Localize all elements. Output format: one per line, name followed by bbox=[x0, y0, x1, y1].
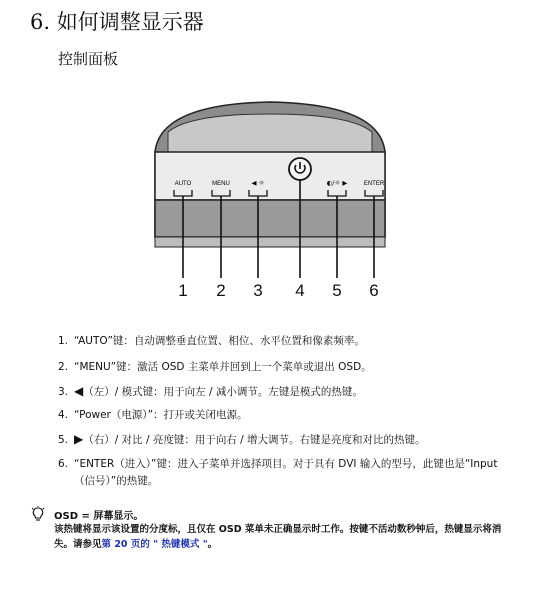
list-item bbox=[58, 431, 498, 449]
bezel-bottom bbox=[155, 200, 385, 237]
note-body bbox=[54, 522, 519, 552]
item-number: 4. bbox=[58, 409, 69, 421]
enter-label: ENTER bbox=[363, 181, 385, 187]
callout-number-6: 6 bbox=[369, 281, 379, 300]
control-panel-illustration bbox=[150, 92, 390, 307]
item-number: 2. bbox=[58, 361, 69, 373]
callout-number-2: 2 bbox=[216, 281, 226, 300]
list-item bbox=[58, 383, 498, 401]
bezel-highlight bbox=[168, 114, 372, 152]
page-title: 6. 如何调整显示器 bbox=[30, 10, 204, 34]
item-number: 6. bbox=[58, 458, 69, 470]
item-text: “MENU”键：激活 OSD 主菜单并回到上一个菜单或退出 OSD。 bbox=[74, 361, 372, 373]
list-item bbox=[58, 333, 498, 350]
item-number: 1. bbox=[58, 335, 69, 347]
hotkey-mode-link[interactable]: 第 20 页的 " 热键模式 " bbox=[101, 539, 208, 550]
item-text: （左）/ 模式键：用于向左 / 减小调节。左键是模式的热键。 bbox=[83, 386, 363, 398]
left-arrow-icon: ◀ bbox=[74, 384, 84, 398]
callout-number-1: 1 bbox=[178, 281, 188, 300]
left-brightness-label: ◀ ☼ bbox=[251, 179, 265, 187]
callout-number-3: 3 bbox=[253, 281, 263, 300]
list-item bbox=[58, 359, 498, 376]
menu-label: MENU bbox=[212, 181, 230, 187]
item-text: “ENTER（进入）”键：进入子菜单并选择项目。对于具有 DVI 输入的型号，此键也是“Input（信号）”的热键。 bbox=[74, 458, 498, 487]
button-strip bbox=[155, 152, 385, 200]
item-number: 5. bbox=[58, 434, 69, 446]
right-contrast-label: ◐/☼ ▶ bbox=[326, 179, 348, 187]
callout-number-5: 5 bbox=[332, 281, 342, 300]
item-text: “AUTO”键：自动调整垂直位置、相位、水平位置和像素频率。 bbox=[74, 335, 365, 347]
section-subtitle: 控制面板 bbox=[58, 50, 119, 68]
note-text: 该热键将显示该设置的分度标，且仅在 OSD 菜单未正确显示时工作。按键不活动数秒钟后，热键显示将消失。请参见 bbox=[54, 524, 502, 550]
list-item bbox=[58, 407, 498, 424]
list-item bbox=[58, 456, 514, 490]
item-text: “Power（电源）”：打开或关闭电源。 bbox=[74, 409, 248, 421]
right-arrow-icon: ▶ bbox=[74, 432, 84, 446]
lightbulb-icon bbox=[31, 506, 45, 522]
note-text-end: 。 bbox=[207, 539, 218, 550]
note-heading: OSD = 屏幕显示。 bbox=[54, 511, 144, 522]
item-text: （右）/ 对比 / 亮度键：用于向右 / 增大调节。右键是亮度和对比的热键。 bbox=[83, 434, 426, 446]
callout-number-4: 4 bbox=[295, 281, 305, 300]
auto-label: AUTO bbox=[174, 181, 192, 187]
bezel-base bbox=[155, 237, 385, 247]
item-number: 3. bbox=[58, 386, 69, 398]
